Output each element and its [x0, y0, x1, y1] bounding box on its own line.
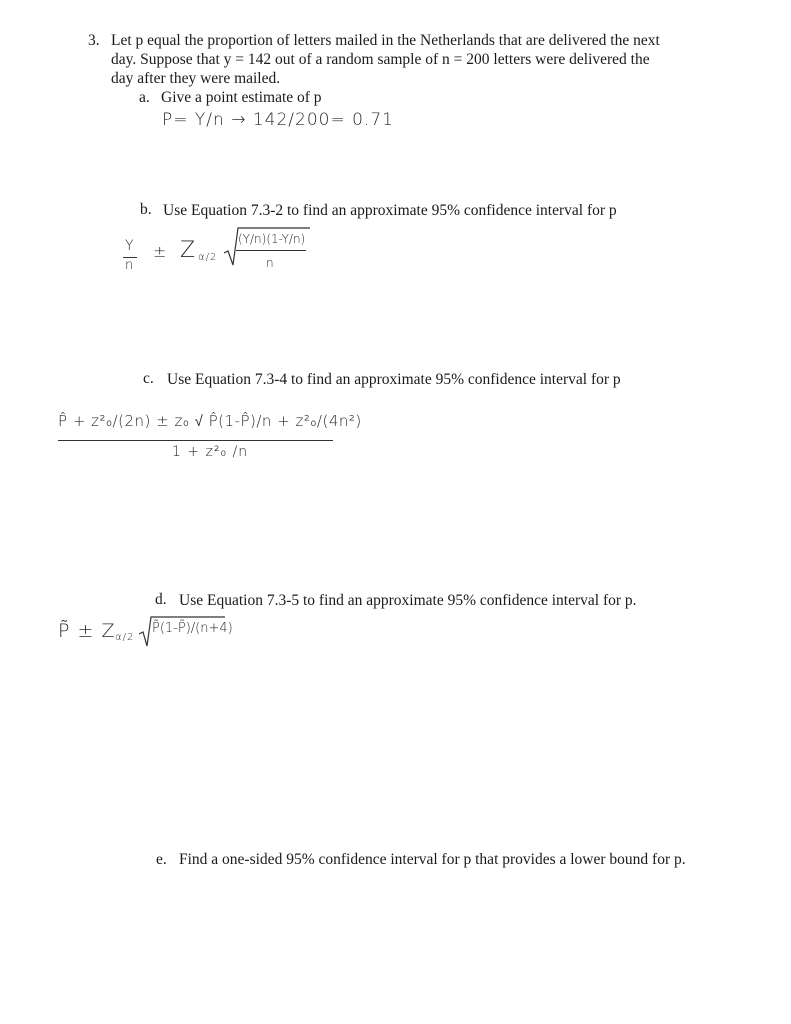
- part-d-radicand: P̃(1-P̃)/(n+4): [152, 621, 233, 636]
- part-b-left-denominator: n: [125, 258, 135, 273]
- part-a-label: a.: [139, 89, 150, 106]
- part-d-answer: P̃ ± Z: [58, 620, 116, 642]
- part-b-label: b.: [140, 201, 152, 218]
- part-c-fraction-bar: [58, 440, 333, 441]
- problem-line-1: Let p equal the proportion of letters mailed in the Netherlands that are delivered the next: [111, 32, 660, 49]
- part-c-denominator: 1 + z²₀ /n: [172, 444, 249, 460]
- problem-line-2: day. Suppose that y = 142 out of a random sample of n = 200 letters were delivered the: [111, 51, 650, 68]
- part-c-question: Use Equation 7.3-4 to find an approximate 95% confidence interval for p: [167, 371, 621, 388]
- part-b-z: Z: [180, 238, 197, 263]
- part-e-question: Find a one-sided 95% confidence interval for p that provides a lower bound for p.: [179, 851, 686, 868]
- part-c-numerator: P̂ + z²₀/(2n) ± z₀ √ P̂(1-P̂)/n + z²₀/(4n²): [58, 412, 362, 430]
- part-b-radicand-denominator: n: [266, 256, 275, 270]
- part-d-answer-subscript: α/2: [115, 632, 135, 643]
- problem-number: 3.: [88, 32, 100, 49]
- part-d-label: d.: [155, 591, 167, 608]
- part-d-question: Use Equation 7.3-5 to find an approximate 95% confidence interval for p.: [179, 592, 637, 609]
- part-a-question: Give a point estimate of p: [161, 89, 322, 106]
- part-e-label: e.: [156, 851, 167, 868]
- part-b-question: Use Equation 7.3-2 to find an approximate 95% confidence interval for p: [163, 202, 617, 219]
- part-b-radicand-bar: [236, 250, 306, 251]
- part-c-label: c.: [143, 370, 154, 387]
- part-a-answer: P= Y/n → 142/200= 0.71: [162, 110, 394, 130]
- part-b-z-subscript: α/2: [198, 252, 218, 263]
- problem-line-3: day after they were mailed.: [111, 70, 281, 87]
- part-b-radicand-numerator: (Y/n)(1-Y/n): [238, 232, 306, 246]
- part-b-plus-minus: ±: [153, 242, 168, 261]
- part-b-left-numerator: Y: [125, 238, 135, 254]
